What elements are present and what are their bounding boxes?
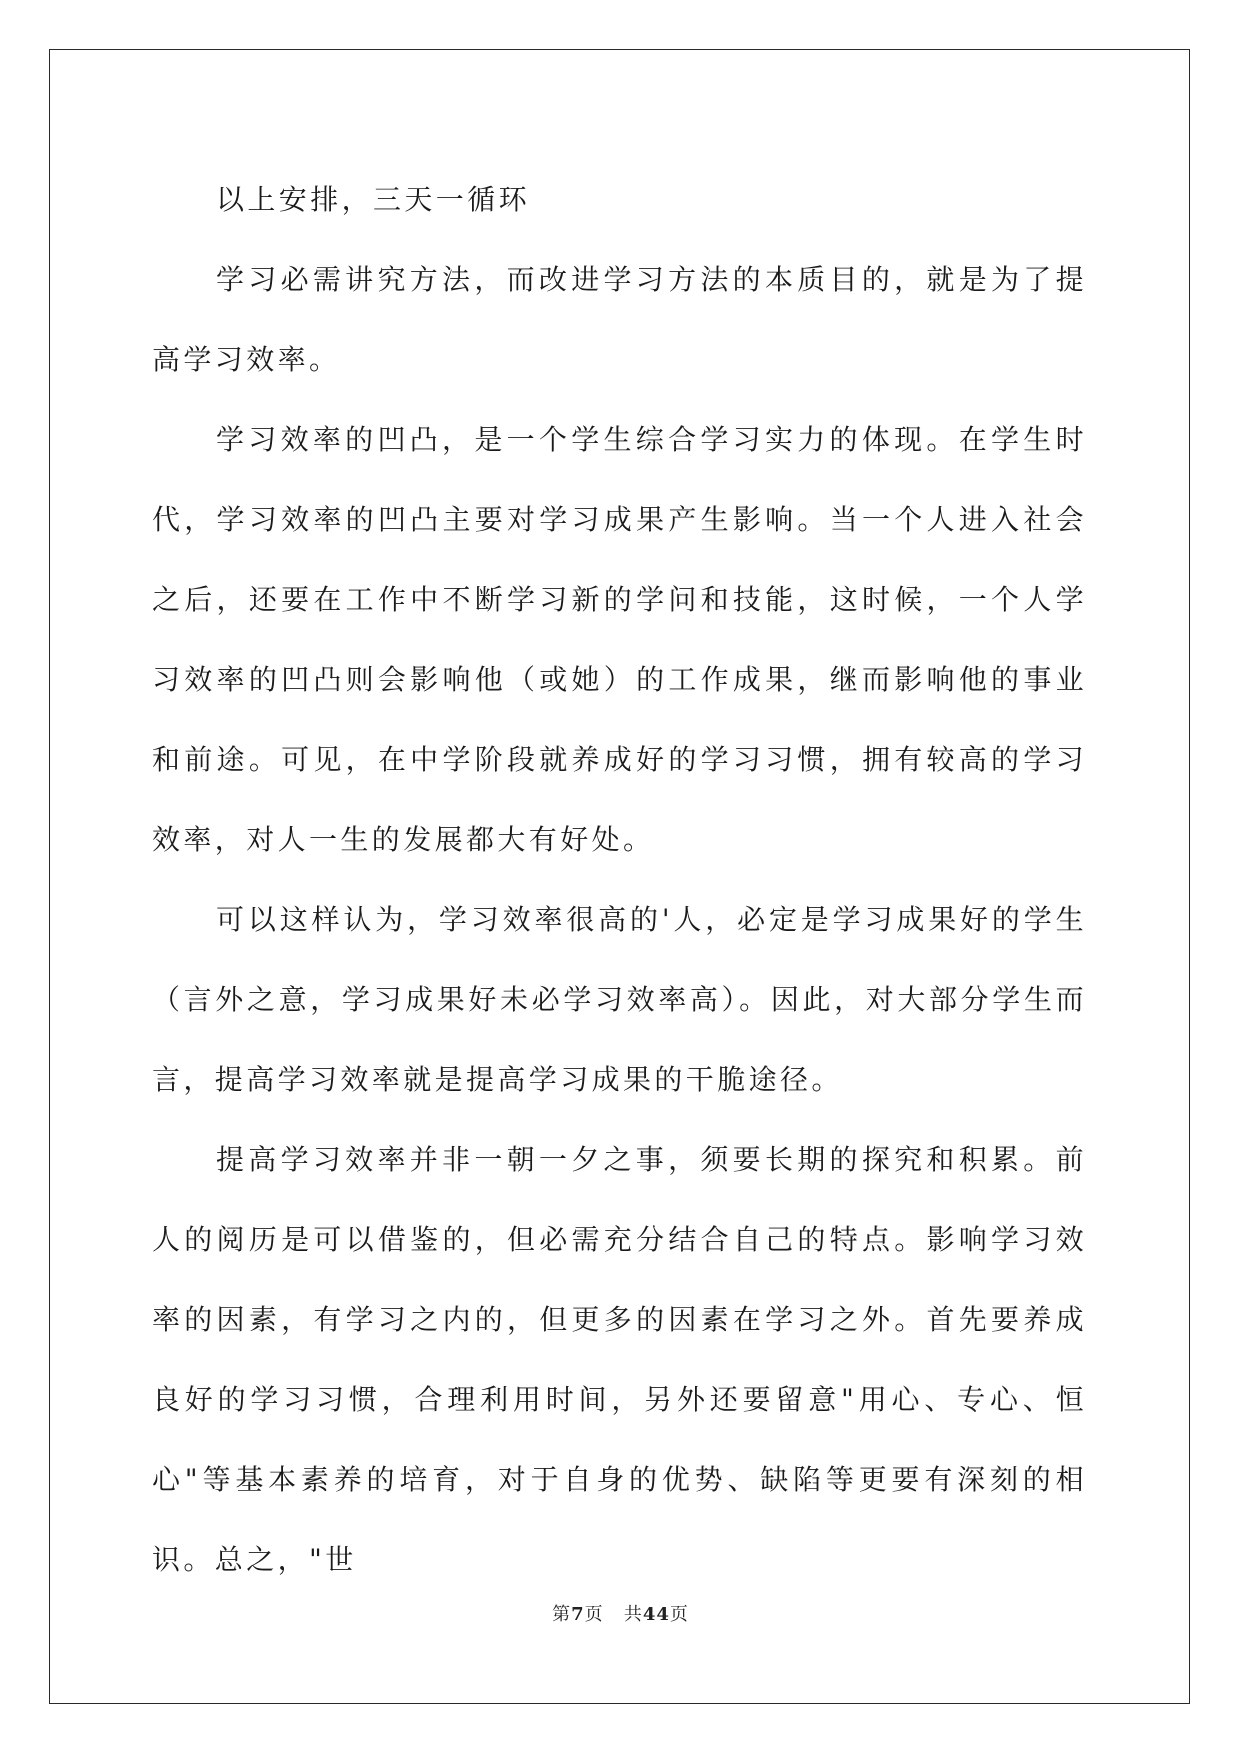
paragraph: 以上安排，三天一循环 <box>216 183 531 216</box>
page-footer <box>0 1600 1241 1626</box>
total-pages: 44 <box>642 1604 670 1625</box>
page-number: 7 <box>571 1604 585 1625</box>
paragraph: 提高学习效率并非一朝一夕之事，须要长期的探究和积累。前人的阅历是可以借鉴的，但必需充分结合自己的特点。影响学习效率的因素，有学习之内的，但更多的因素在学习之外。首先要养成良好的学习习惯，合理利用时间，另外还要留意"用心、专心、恒心"等基本素养的培育，对于自身的优势、缺陷等更要有深刻的相识。总之，"世 <box>152 1143 1087 1576</box>
paragraph: 学习效率的凹凸，是一个学生综合学习实力的体现。在学生时代，学习效率的凹凸主要对学习成果产生影响。当一个人进入社会之后，还要在工作中不断学习新的学问和技能，这时候，一个人学习效率的凹凸则会影响他（或她）的工作成果，继而影响他的事业和前途。可见，在中学阶段就养成好的学习习惯，拥有较高的学习效率，对人一生的发展都大有好处。 <box>152 423 1087 856</box>
paragraph: 可以这样认为，学习效率很高的'人，必定是学习成果好的学生（言外之意，学习成果好未必学习效率高）。因此，对大部分学生而言，提高学习效率就是提高学习成果的干脆途径。 <box>152 903 1087 1096</box>
footer-prefix: 第 <box>552 1604 572 1625</box>
document-body <box>152 160 1087 1600</box>
paragraph: 学习必需讲究方法，而改进学习方法的本质目的，就是为了提高学习效率。 <box>152 263 1087 376</box>
footer-total-suffix: 页 <box>669 1604 689 1625</box>
footer-total-prefix: 共 <box>623 1604 643 1625</box>
footer-page-suffix: 页 <box>584 1604 604 1625</box>
